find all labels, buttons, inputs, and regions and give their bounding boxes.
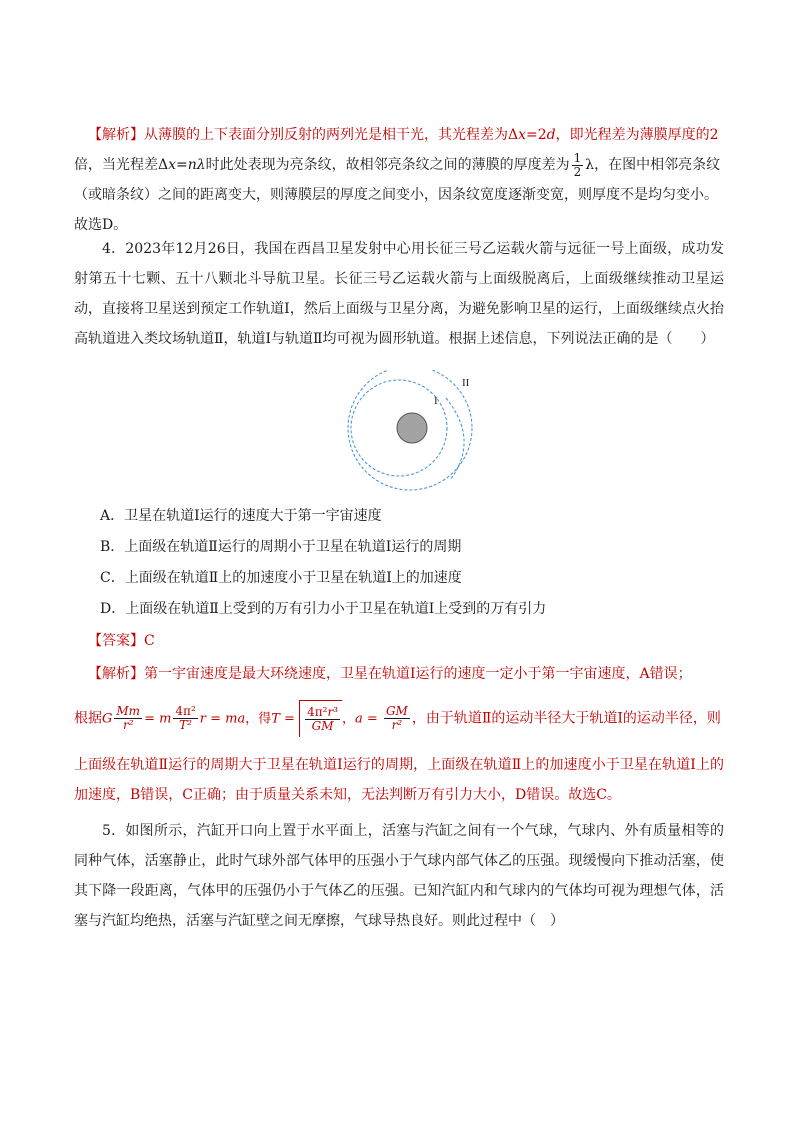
formula-fraction-3: $\frac{GM}{\text{r²}}$	[385, 704, 408, 732]
transfer-orbit-arc	[446, 398, 464, 480]
formula-fraction-1: $\frac{Mm}{\text{r²}}$	[116, 704, 141, 732]
analysis-line2: 根据G $\frac{Mm}{\text{r²}}$ = m $\frac{\text{4π²}}{\text{T²}}$ r = ma，得T = $\frac{\text{4π²r³}}{GM}$ ，a = $\frac{GM}{\text{r²}}$ ，由于轨道Ⅱ的运动半径大于轨道Ⅰ的运动半径，则	[74, 700, 724, 738]
fraction-half: $\frac{1}{2}$	[573, 150, 582, 179]
formula-fraction-2: $\frac{\text{4π²}}{\text{T²}}$	[175, 704, 196, 732]
analysis-prev-line1: 【解析】从薄膜的上下表面分别反射的两列光是相干光，其光程差为Δx=2d，即光程差为薄膜厚度的2	[88, 127, 719, 143]
orbit-1-label: I	[434, 395, 438, 407]
option-a: A．卫星在轨道Ⅰ运行的速度大于第一宇宙速度	[100, 508, 382, 524]
formula-gravity: G	[102, 711, 113, 727]
question-5-text: 5．如图所示，汽缸开口向上置于水平面上，活塞与汽缸之间有一个气球，气球内、外有质量相等的同种气体，活塞静止，此时气球外部气体甲的压强小于气球内部气体乙的压强。现缓慢向下推动活塞，使其下降一段距离，气体甲的压强仍小于气体乙的压强。已知汽缸内和气球内的气体均可视为理想气体，活塞与汽缸均绝热，活塞与汽缸壁之间无摩擦，气球导热良好。则此过程中（ ）	[74, 823, 724, 929]
option-b: B．上面级在轨道Ⅱ运行的周期小于卫星在轨道Ⅰ运行的周期	[100, 539, 462, 555]
option-d: D．上面级在轨道Ⅱ上受到的万有引力小于卫星在轨道Ⅰ上受到的万有引力	[100, 601, 547, 617]
analysis-line1: 【解析】第一宇宙速度是最大环绕速度，卫星在轨道Ⅰ运行的速度一定小于第一宇宙速度，A错误；	[88, 666, 692, 682]
analysis-prev-line4: 故选D。	[74, 217, 128, 233]
formula-sqrt: $\frac{\text{4π²r³}}{GM}$	[299, 700, 342, 737]
question-4-text: 4．2023年12月26日，我国在西昌卫星发射中心用长征三号乙运载火箭与远征一号上面级，成功发射第五十七颗、五十八颗北斗导航卫星。长征三号乙运载火箭与上面级脱离后，上面级继续推动卫星运动，直接将卫星送到预定工作轨道Ⅰ，然后上面级与卫星分离，为避免影响卫星的运行，上面级继续点火抬高轨道进入类坟场轨道Ⅱ，轨道Ⅰ与轨道Ⅱ均可视为圆形轨道。根据上述信息，下列说法正确的是（ ）	[74, 241, 724, 347]
option-c: C．上面级在轨道Ⅱ上的加速度小于卫星在轨道Ⅰ上的加速度	[100, 570, 462, 586]
orbit-diagram	[322, 370, 482, 502]
analysis-prev-line3: （或暗条纹）之间的距离变大，则薄膜层的厚度之间变小，因条纹宽度逐渐变宽，则厚度不是均匀变小。	[74, 187, 718, 203]
answer-value: C	[144, 633, 155, 649]
analysis-prev-line2: 倍，当光程差Δx=nλ时此处表现为亮条纹，故相邻亮条纹之间的薄膜的厚度差为 $\frac{1}{2}$ λ，在图中相邻亮条纹	[74, 150, 721, 179]
analysis-prev	[74, 120, 724, 240]
analysis-line3: 上面级在轨道Ⅱ运行的周期大于卫星在轨道Ⅰ运行的周期，上面级在轨道Ⅱ上的加速度小于卫星在轨道Ⅰ上的加速度，B错误，C正确；由于质量关系未知，无法判断万有引力大小，D错误。故选C。	[74, 757, 724, 803]
orbit-2-label: II	[462, 377, 470, 389]
earth-icon	[397, 413, 427, 443]
analysis-tag-2: 【解析】	[88, 666, 144, 682]
analysis-tag: 【解析】	[88, 127, 144, 143]
answer-tag: 【答案】	[88, 633, 144, 649]
answer-line	[74, 626, 724, 656]
